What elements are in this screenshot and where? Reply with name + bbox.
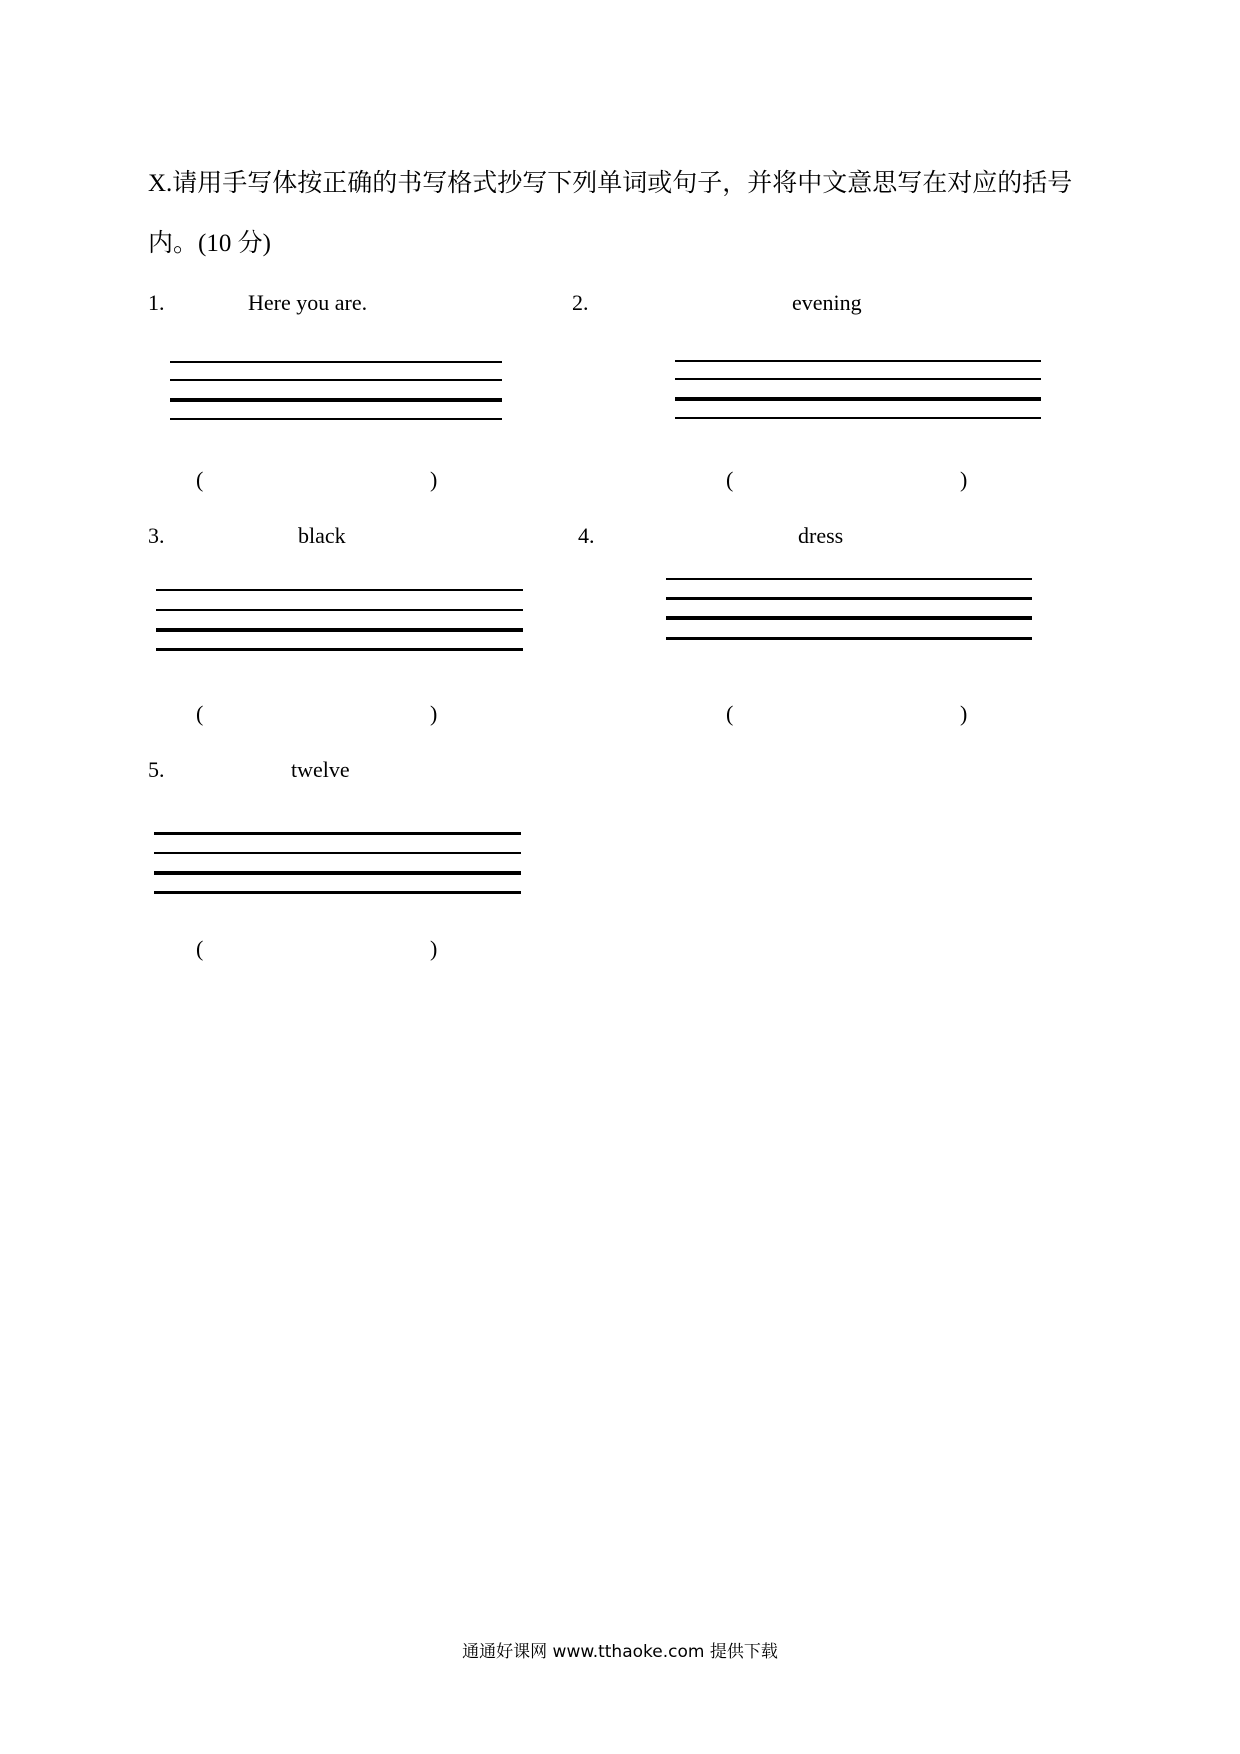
writing-line — [154, 832, 521, 835]
writing-line — [675, 378, 1041, 380]
item-word: Here you are. — [248, 290, 368, 315]
writing-line — [170, 379, 502, 381]
item-number: 2. — [572, 290, 589, 315]
item-word: dress — [798, 523, 844, 548]
writing-line — [156, 628, 523, 632]
answer-close-paren: ) — [430, 467, 438, 492]
writing-line — [154, 871, 521, 875]
writing-line — [170, 361, 502, 363]
footer-credit: 通通好课网 www.tthaoke.com 提供下载 — [462, 1642, 778, 1662]
item-word: black — [298, 523, 346, 548]
answer-open-paren: ( — [196, 701, 204, 726]
answer-open-paren: ( — [196, 467, 204, 492]
answer-close-paren: ) — [960, 467, 968, 492]
answer-open-paren: ( — [726, 467, 734, 492]
writing-line — [156, 589, 523, 591]
writing-line — [675, 397, 1041, 401]
instruction-line-2: 内。(10 分) — [148, 230, 271, 257]
writing-line — [666, 597, 1032, 600]
writing-lines[interactable] — [156, 589, 523, 653]
writing-line — [666, 637, 1032, 640]
answer-close-paren: ) — [430, 701, 438, 726]
writing-lines[interactable] — [675, 360, 1041, 422]
writing-lines[interactable] — [170, 361, 502, 423]
item-number: 5. — [148, 757, 165, 782]
writing-line — [170, 398, 502, 402]
instruction-line-1: X.请用手写体按正确的书写格式抄写下列单词或句子，并将中文意思写在对应的括号 — [148, 170, 1073, 197]
writing-line — [675, 360, 1041, 362]
answer-close-paren: ) — [430, 936, 438, 961]
writing-line — [154, 891, 521, 894]
writing-lines[interactable] — [666, 578, 1032, 642]
item-number: 3. — [148, 523, 165, 548]
writing-line — [666, 616, 1032, 620]
answer-close-paren: ) — [960, 701, 968, 726]
writing-lines[interactable] — [154, 832, 521, 896]
answer-open-paren: ( — [196, 936, 204, 961]
writing-line — [170, 418, 502, 420]
writing-line — [154, 852, 521, 854]
writing-line — [156, 609, 523, 611]
writing-line — [666, 578, 1032, 580]
item-number: 1. — [148, 290, 165, 315]
answer-open-paren: ( — [726, 701, 734, 726]
writing-line — [675, 417, 1041, 419]
writing-line — [156, 648, 523, 651]
item-word: evening — [792, 290, 862, 315]
item-number: 4. — [578, 523, 595, 548]
item-word: twelve — [291, 757, 350, 782]
